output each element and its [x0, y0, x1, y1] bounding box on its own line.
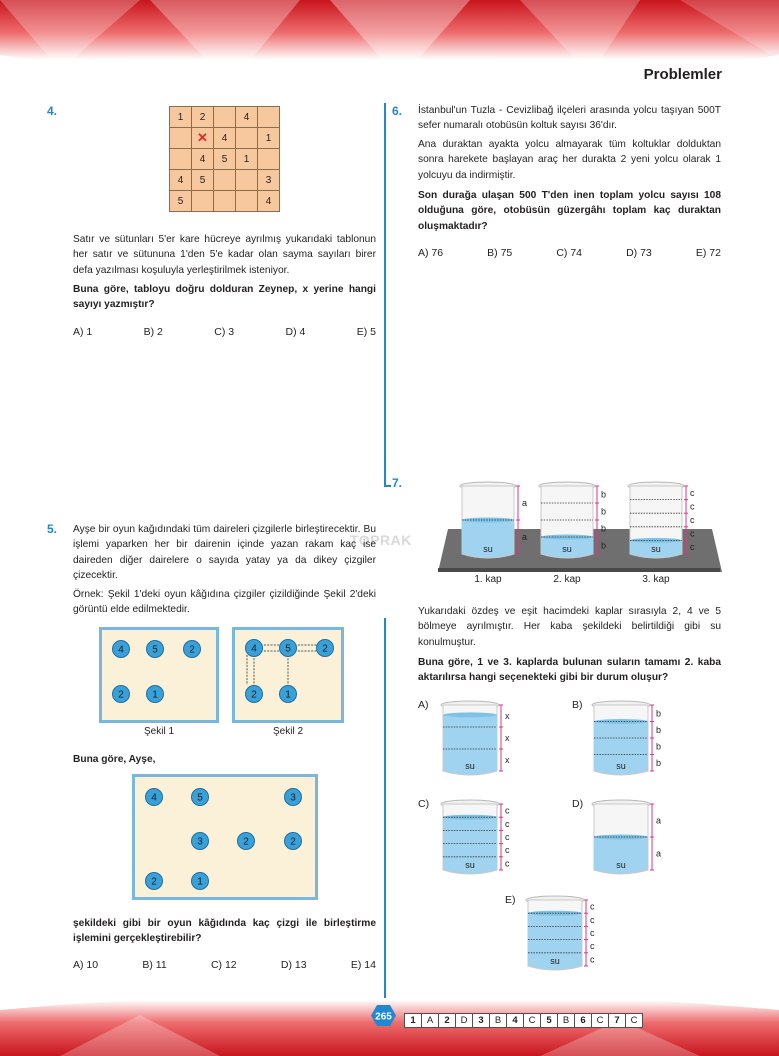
option-e-label[interactable]: E): [505, 894, 516, 906]
option-d-label[interactable]: D): [572, 798, 584, 810]
question-example: Örnek: Şekil 1'deki oyun kâğıdına çizgiler çizildiğinde Şekil 2'deki görüntü elde edilmektedir.: [73, 589, 376, 616]
grid-cell: [214, 191, 236, 212]
option-d[interactable]: D) 73: [626, 247, 652, 259]
option-e[interactable]: E) 72: [695, 247, 721, 259]
circle-number: 1: [152, 689, 158, 701]
grid-cell: [236, 170, 258, 191]
answer-options: [418, 247, 721, 259]
circle-number: 2: [189, 644, 195, 656]
water-label: su: [651, 544, 661, 554]
column-divider: [384, 618, 386, 998]
option-b[interactable]: B) 75: [487, 247, 513, 259]
segment-label: a: [656, 848, 662, 859]
option-c[interactable]: C) 3: [214, 326, 235, 338]
segment-label: x: [505, 733, 510, 743]
segment-label: c: [590, 914, 595, 925]
segment-label: c: [690, 528, 695, 539]
circle-number: 3: [290, 792, 296, 804]
segment-label: x: [505, 711, 510, 721]
circle-number: 5: [285, 643, 291, 655]
grid-cell: 5: [214, 149, 236, 170]
number-circle: [246, 686, 263, 703]
number-circle: [280, 686, 297, 703]
grid-cell: [214, 107, 236, 128]
grid-row: [170, 128, 280, 149]
circle-number: 2: [243, 836, 249, 848]
grid-cell: [236, 128, 258, 149]
measuring-cup: [592, 800, 661, 874]
water-label: su: [616, 761, 626, 771]
question-lead: Buna göre, Ayşe,: [73, 754, 156, 765]
segment-label: c: [590, 928, 595, 938]
number-circle: [285, 789, 302, 806]
answer-key-number: 6: [575, 1014, 592, 1028]
option-b[interactable]: B) 11: [142, 959, 167, 971]
watermark: TOPRAK: [350, 532, 412, 548]
question-prompt: Buna göre, 1 ve 3. kaplarda bulunan suların tamamı 2. kaba aktarılırsa hangi seçenekteki gibi bir durum oluşur?: [418, 657, 721, 684]
answer-key-letter: C: [524, 1014, 541, 1028]
option-e[interactable]: E) 5: [356, 326, 376, 338]
circle-number: 5: [152, 644, 158, 656]
grid-cell: 1: [236, 149, 258, 170]
option-a-cup[interactable]: [437, 697, 519, 779]
water-label: su: [562, 544, 572, 554]
grid-cell: 4: [214, 128, 236, 149]
circle-number: 2: [290, 836, 296, 848]
cups-figure: [436, 474, 722, 586]
number-circle: [146, 873, 163, 890]
number-circle: [113, 641, 130, 658]
segment-label: b: [656, 724, 662, 735]
grid-cell: 3: [258, 170, 280, 191]
question-prompt: Buna göre, tabloyu doğru dolduran Zeynep, x yerine hangi sayıyı yazmıştır?: [73, 284, 376, 311]
option-b-label[interactable]: B): [572, 699, 583, 711]
answer-key-letter: C: [626, 1014, 643, 1028]
option-d[interactable]: D) 13: [280, 959, 307, 971]
question-prompt: şekildeki gibi bir oyun kâğıdında kaç çizgi ile birleştirme işlemini gerçekleştirebilir?: [73, 918, 376, 945]
option-c[interactable]: C) 12: [210, 959, 237, 971]
answer-options: [73, 326, 376, 338]
question-number: 6.: [392, 104, 403, 118]
grid-cell: 5: [192, 170, 214, 191]
segment-label: c: [505, 832, 510, 842]
answer-key-letter: B: [558, 1014, 575, 1028]
segment-label: b: [656, 741, 662, 752]
grid-cell: 4: [236, 107, 258, 128]
answer-key-number: 7: [609, 1014, 626, 1028]
segment-label: c: [505, 818, 510, 829]
answer-key-number: 1: [405, 1014, 422, 1028]
segment-label: b: [656, 757, 662, 768]
option-e-cup[interactable]: [522, 892, 604, 974]
segment-label: c: [590, 954, 595, 965]
water-label: su: [616, 860, 626, 870]
grid-cell: 4: [170, 170, 192, 191]
answer-key-letter: D: [456, 1014, 473, 1028]
answer-key-number: 3: [473, 1014, 490, 1028]
question-number: 7.: [392, 476, 403, 490]
question-text: Yukarıdaki özdeş ve eşit hacimdeki kaplar sırasıyla 2, 4 ve 5 bölmeye ayrılmıştır. Her kaba şekildeki belirtildiği gibi su konulmuştur.: [418, 606, 721, 648]
grid-cell: [170, 128, 192, 149]
segment-label: c: [690, 542, 695, 553]
answer-options: [73, 959, 376, 971]
segment-label: b: [656, 708, 662, 719]
circle-number: 5: [197, 792, 203, 804]
game-card: [132, 774, 318, 900]
grid-cell: [258, 107, 280, 128]
number-circle: [113, 686, 130, 703]
circle-number: 2: [118, 689, 124, 701]
question-text: Ayşe bir oyun kağıdındaki tüm daireleri çizgilerle birleştirecektir. Bu işlemi yaparken her bir dairenin içinde yazan rakam kaç ise daireden diğer dairelere o sayıda yatay ya da dikey çizgiler çizecektir.: [73, 524, 376, 582]
segment-label: a: [522, 532, 528, 542]
question-text: Satır ve sütunları 5'er kare hücreye ayrılmış yukarıdaki tablonun her satır ve sütununa 1'den 5'e kadar olan sayma sayıları birer defa yazılması koşuluyla yerleştirilmek isteniyor.: [73, 234, 376, 276]
option-a[interactable]: A) 76: [418, 247, 444, 259]
answer-key-letter: A: [422, 1014, 439, 1028]
question-number: 5.: [47, 522, 58, 536]
option-c-cup[interactable]: [437, 796, 519, 878]
question-text: Ana duraktan ayakta yolcu almayarak tüm koltuklar dolduktan sonra harekete başlayan araç her durakta 2 yeni yolcu olarak 1 yolcuyu da indirmiştir.: [418, 139, 721, 181]
option-a-label[interactable]: A): [418, 699, 429, 711]
number-circle: [192, 789, 209, 806]
cup-label: 3. kap: [642, 574, 670, 585]
segment-label: b: [601, 489, 607, 500]
segment-label: x: [505, 755, 510, 765]
number-circle: [246, 640, 263, 657]
number-circle: [238, 833, 255, 850]
page-title: Problemler: [643, 66, 722, 83]
answer-key-letter: C: [592, 1014, 609, 1028]
column-divider-notch: [384, 485, 391, 487]
option-d-cup[interactable]: [588, 796, 670, 878]
circle-number: 4: [151, 792, 157, 804]
segment-label: c: [505, 858, 510, 869]
measuring-cup: [526, 896, 595, 970]
figure-2: [232, 627, 344, 723]
grid-cell: [214, 170, 236, 191]
option-d[interactable]: D) 4: [285, 326, 306, 338]
page-number: 265: [375, 1011, 392, 1023]
grid-cell: [236, 191, 258, 212]
circle-number: 4: [251, 643, 257, 655]
question-prompt: Son durağa ulaşan 500 T'den inen toplam yolcu sayısı 108 olduğuna göre, otobüsün güzergâhı toplam kaç duraktan oluşmaktadır?: [418, 190, 721, 232]
number-circle: [192, 873, 209, 890]
measuring-cup: [441, 800, 510, 874]
answer-key: [404, 1013, 643, 1028]
number-circle: [184, 641, 201, 658]
option-a[interactable]: A) 1: [73, 326, 93, 338]
measuring-cup: [441, 701, 510, 775]
grid-cell: [192, 191, 214, 212]
page-number-badge: [371, 1004, 396, 1027]
segment-label: c: [590, 941, 595, 952]
segment-label: b: [601, 523, 607, 534]
circle-number: 1: [197, 876, 203, 888]
grid-cell: 4: [192, 149, 214, 170]
number-circle: [285, 833, 302, 850]
water-label: su: [465, 860, 475, 870]
segment-label: c: [505, 845, 510, 856]
grid-row: [170, 107, 280, 128]
figure-2-caption: Şekil 2: [272, 726, 303, 737]
segment-label: a: [522, 498, 528, 508]
number-circle: [192, 833, 209, 850]
segment-label: c: [690, 515, 695, 525]
column-divider: [384, 103, 386, 485]
water-label: su: [483, 544, 493, 554]
number-circle: [147, 641, 164, 658]
option-c-label[interactable]: C): [418, 798, 430, 810]
option-b[interactable]: B) 2: [143, 326, 163, 338]
cup-label: 2. kap: [553, 574, 581, 585]
grid-row: [170, 149, 280, 170]
water-label: su: [465, 761, 475, 771]
number-grid: [169, 106, 280, 212]
figure-1: [99, 627, 219, 723]
option-c[interactable]: C) 74: [556, 247, 583, 259]
number-circle: [317, 640, 334, 657]
segment-label: a: [656, 815, 662, 826]
grid-row: [170, 170, 280, 191]
answer-key-number: 4: [507, 1014, 524, 1028]
number-circle: [147, 686, 164, 703]
grid-row: [170, 191, 280, 212]
option-e[interactable]: E) 14: [350, 959, 376, 971]
measuring-cup: [592, 701, 661, 775]
number-circle: [280, 640, 297, 657]
circle-number: 3: [197, 836, 203, 848]
grid-cell: 4: [258, 191, 280, 212]
water-label: su: [550, 956, 560, 966]
circle-number: 2: [151, 876, 157, 888]
grid-cell-x-mark: ✕: [192, 128, 214, 149]
cup-label: 1. kap: [474, 574, 502, 585]
circle-number: 2: [322, 643, 328, 655]
figure-1-caption: Şekil 1: [143, 726, 174, 737]
option-a[interactable]: A) 10: [73, 959, 99, 971]
grid-cell: 1: [258, 128, 280, 149]
segment-label: b: [601, 506, 607, 517]
segment-label: b: [601, 540, 607, 551]
circle-number: 2: [251, 689, 257, 701]
answer-key-letter: B: [490, 1014, 507, 1028]
grid-cell: 2: [192, 107, 214, 128]
grid-cell: [170, 149, 192, 170]
segment-label: c: [505, 805, 510, 816]
circle-number: 4: [118, 644, 124, 656]
answer-key-number: 2: [439, 1014, 456, 1028]
grid-cell: 5: [170, 191, 192, 212]
grid-cell: 1: [170, 107, 192, 128]
question-text: İstanbul'un Tuzla - Cevizlibağ ilçeleri arasında yolcu taşıyan 500T sefer numaralı otobüsün koltuk sayısı 36'dır.: [418, 105, 721, 132]
question-number: 4.: [47, 104, 58, 118]
segment-label: c: [590, 901, 595, 912]
segment-label: c: [690, 501, 695, 512]
grid-cell: [258, 149, 280, 170]
circle-number: 1: [285, 689, 291, 701]
option-b-cup[interactable]: [588, 697, 670, 779]
answer-key-number: 5: [541, 1014, 558, 1028]
segment-label: c: [690, 487, 695, 498]
number-circle: [146, 789, 163, 806]
